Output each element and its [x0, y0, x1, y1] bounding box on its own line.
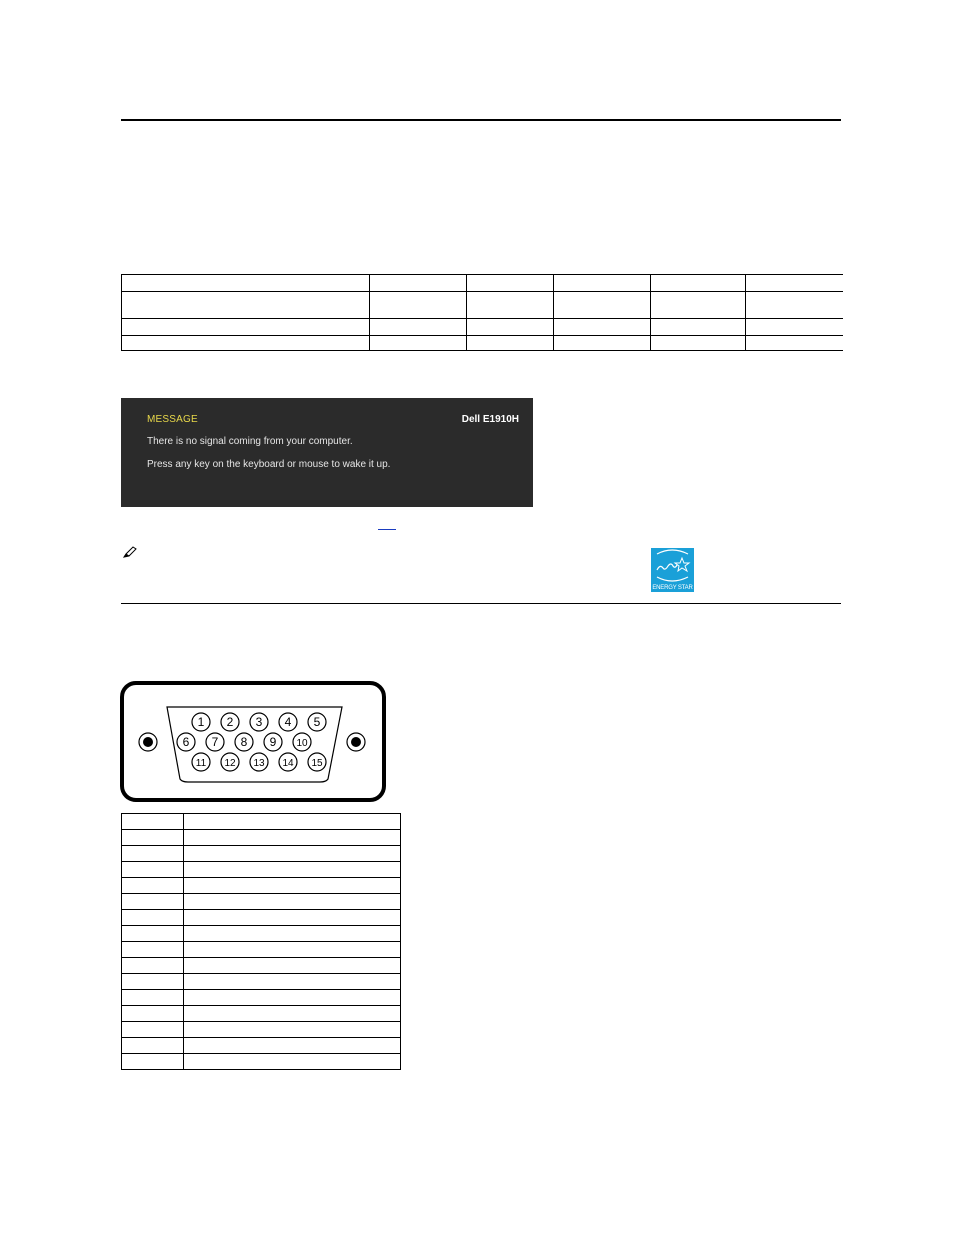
signal-cell	[184, 862, 401, 878]
vga-pin-number: 10	[296, 738, 308, 749]
mounting-screw-right	[347, 733, 365, 751]
table-row	[122, 926, 401, 942]
signal-cell	[184, 974, 401, 990]
vga-pin-4	[279, 713, 297, 731]
vga-pin-number: 8	[240, 735, 248, 749]
vga-pin-11	[192, 753, 210, 771]
vga-pin-number: 12	[224, 758, 236, 769]
vga-pin-number: 2	[226, 715, 234, 729]
osd-message-line-2: Press any key on the keyboard or mouse to wake it up.	[147, 459, 391, 470]
vga-pin-number: 14	[282, 758, 294, 769]
table-row	[122, 275, 843, 292]
pin-number-cell	[122, 1006, 184, 1022]
vga-pin-12	[221, 753, 239, 771]
pin-number-cell	[122, 1054, 184, 1070]
mounting-screw-left	[139, 733, 157, 751]
signal-cell	[184, 814, 401, 830]
vga-pin-9	[264, 733, 282, 751]
pin-number-cell	[122, 862, 184, 878]
table-row	[122, 1038, 401, 1054]
vga-pin-number: 4	[284, 715, 292, 729]
vga-pin-1	[192, 713, 210, 731]
signal-cell	[184, 958, 401, 974]
table-row	[122, 336, 843, 351]
vga-pin-number: 9	[269, 735, 277, 749]
vga-pin-number: 3	[255, 715, 263, 729]
vga-pin-6	[177, 733, 195, 751]
signal-cell	[184, 926, 401, 942]
pin-number-cell	[122, 942, 184, 958]
table-row	[122, 319, 843, 336]
energy-star-icon	[651, 548, 694, 582]
pin-number-cell	[122, 1038, 184, 1054]
note-pencil-icon	[123, 546, 139, 558]
vga-pin-number: 6	[182, 735, 190, 749]
vga-connector-diagram	[120, 681, 386, 802]
table-row	[122, 910, 401, 926]
vga-pin-3	[250, 713, 268, 731]
pin-number-cell	[122, 878, 184, 894]
signal-cell	[184, 1054, 401, 1070]
vga-pin-13	[250, 753, 268, 771]
energy-star-label: ENERGY STAR	[652, 585, 693, 591]
energy-star-logo	[651, 548, 694, 592]
power-management-table	[121, 274, 843, 351]
pin-number-cell	[122, 910, 184, 926]
signal-cell	[184, 846, 401, 862]
vga-pin-5	[308, 713, 326, 731]
signal-cell	[184, 830, 401, 846]
signal-cell	[184, 878, 401, 894]
osd-message-line-1: There is no signal coming from your computer.	[147, 436, 353, 447]
vga-pin-number: 7	[211, 735, 219, 749]
signal-cell	[184, 990, 401, 1006]
pin-number-cell	[122, 894, 184, 910]
osd-no-signal-message	[121, 398, 533, 507]
vga-pin-15	[308, 753, 326, 771]
table-row	[122, 1054, 401, 1070]
vga-pin-number: 5	[313, 715, 321, 729]
table-row	[122, 846, 401, 862]
table-row	[122, 942, 401, 958]
vga-pin-number: 11	[195, 758, 207, 769]
pin-number-cell	[122, 926, 184, 942]
pin-number-cell	[122, 958, 184, 974]
pin-assignment-table	[121, 813, 401, 1070]
top-divider	[121, 119, 841, 121]
pin-number-cell	[122, 830, 184, 846]
table-row	[122, 292, 843, 319]
table-row	[122, 862, 401, 878]
signal-cell	[184, 894, 401, 910]
table-row	[122, 894, 401, 910]
vga-pin-7	[206, 733, 224, 751]
table-row	[122, 1022, 401, 1038]
pin-number-cell	[122, 846, 184, 862]
signal-cell	[184, 1038, 401, 1054]
osd-model-name: Dell E1910H	[461, 414, 519, 425]
signal-cell	[184, 1006, 401, 1022]
vga-pin-number: 1	[197, 715, 205, 729]
pin-number-cell	[122, 814, 184, 830]
table-row	[122, 814, 401, 830]
table-row	[122, 974, 401, 990]
pin-number-cell	[122, 1022, 184, 1038]
vga-pin-number: 13	[253, 758, 265, 769]
pin-number-cell	[122, 974, 184, 990]
section-divider	[121, 603, 841, 604]
table-row	[122, 958, 401, 974]
table-row	[122, 990, 401, 1006]
vga-pin-10	[293, 733, 311, 751]
vga-pin-number: 15	[311, 758, 323, 769]
signal-cell	[184, 942, 401, 958]
vga-pin-14	[279, 753, 297, 771]
vga-pin-2	[221, 713, 239, 731]
table-row	[122, 878, 401, 894]
table-row	[122, 830, 401, 846]
table-row	[122, 1006, 401, 1022]
signal-cell	[184, 910, 401, 926]
vga-pin-8	[235, 733, 253, 751]
osd-title: MESSAGE	[147, 414, 198, 425]
pin-number-cell	[122, 990, 184, 1006]
signal-cell	[184, 1022, 401, 1038]
back-to-top-link[interactable]	[378, 519, 396, 530]
